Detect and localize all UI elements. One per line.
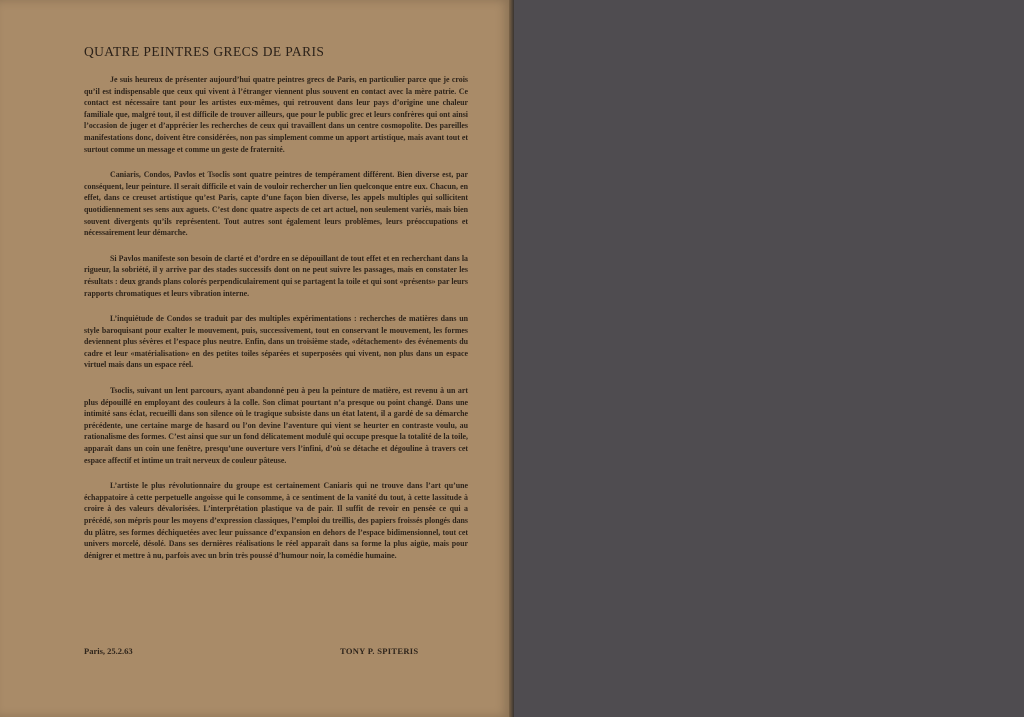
article-title: QUATRE PEINTRES GRECS DE PARIS xyxy=(84,44,325,59)
paragraph-2: Caniaris, Condos, Pavlos et Tsoclis sont quatre peintres de tempérament différent. Bien diverse est, par conséquent, leur peinture. Il serait difficile et vain de vouloir rechercher un lien quelconque entre eux. Chacun, en effet, dans ce creuset artistique qu’est Paris, capte d’une façon bien diverse, les appels multiples qui sollicitent quotidiennement ses sens aux aguets. C’est donc quatre aspects de cet art actuel, non seulement variés, mais bien souvent divergents qu’ils représentent. Tout autres sont également leurs problèmes, leurs préoccupations et nécessairement leur démarche. xyxy=(84,170,468,238)
place-date: Paris, 25.2.63 xyxy=(84,646,133,656)
paragraph-5: Tsoclis, suivant un lent parcours, ayant abandonné peu à peu la peinture de matière, est revenu à un art plus dépouillé en employant des couleurs à la colle. Son climat pourtant n’a presque ou point changé. Dans une intimité sans éclat, recueilli dans son silence où le tragique subsiste dans un état latent, il a gardé de sa démarche précédente, une certaine marge de hasard ou l’on devine l’aventure qui vient se heurter en contraste voulu, au rationalisme des formes. C’est ainsi que sur un fond délicatement modulé qui occupe presque la totalité de la toile, apparaît dans un coin une fenêtre, presqu’une ouverture vers l’infini, d’où se détache et dégouline à travers cet espace affectif et intime un trait nerveux de couleur pâteuse. xyxy=(84,386,468,465)
author-name: TONY P. SPITERIS xyxy=(340,646,419,656)
paragraph-1: Je suis heureux de présenter aujourd’hui quatre peintres grecs de Paris, en particulier parce que je crois qu’il est indispensable que ceux qui vivent à l’étranger viennent plus souvent en contact avec la mère patrie. Ce contact est nécessaire tant pour les artistes eux-mêmes, qui retrouvent dans leur pays d’origine une chaleur familiale que, malgré tout, il est difficile de trouver ailleurs, que pour le public grec et leurs confrères qui ont ainsi l’occasion de juger et d’apprécier les recherches de ceux qui travaillent dans un centre cosmopolite. Des pareilles manifestations donc, doivent être considérées, non pas simplement comme un apport artistique, mais avant tout et surtout comme un message et comme un geste de fraternité. xyxy=(84,75,468,154)
left-page xyxy=(0,0,511,717)
paragraph-4: L’inquiétude de Condos se traduit par des multiples expérimentations : recherches de matières dans un style baroquisant pour exalter le mouvement, puis, successivement, tout en conservant le mouvement, les formes deviennent plus sévères et l’espace plus neutre. Enfin, dans un troisième stade, «détachement» des événements du cadre et leur «matérialisation» en des petites toiles séparées et superposées qui vivent, non plus dans un espace virtuel mais dans un espace réel. xyxy=(84,314,468,370)
article-body xyxy=(84,44,468,575)
paragraph-3: Si Pavlos manifeste son besoin de clarté et d’ordre en se dépouillant de tout effet et en recherchant dans la rigueur, la sobriété, il y arrive par des stades successifs dont on ne peut suivre les passages, mais en constater les résultats : deux grands plans colorés perpendiculairement qui se partagent la toile et qui sont «présents» par leurs rapports chromatiques et leurs vibration interne. xyxy=(84,253,468,298)
right-page-blank xyxy=(514,0,1024,717)
paragraph-6: L’artiste le plus révolutionnaire du groupe est certainement Caniaris qui ne trouve dans l’art qu’une échappatoire à cette perpetuelle angoisse qui le consomme, à ce sentiment de la vanité du tout, à cette lassitude à croire à des valeurs dévalorisées. L’interprétation plastique va de pair. Il suffit de revoir en pensée ce qui a précédé, son mépris pour les moyens d’expression classiques, l’emploi du treillis, des papiers froissés plongés dans du plâtre, ses formes déchiquetées avec leur puissance d’expansion en dehors de l’espace bidimensionnel, tout cet univers morcelé, désolé. Dans ses dernières réalisations le réel apparaît dans sa forme la plus aigüe, mais pour dénigrer et mettre à nu, parfois avec un brin très poussé d’humour noir, la comédie humaine. xyxy=(84,481,468,560)
